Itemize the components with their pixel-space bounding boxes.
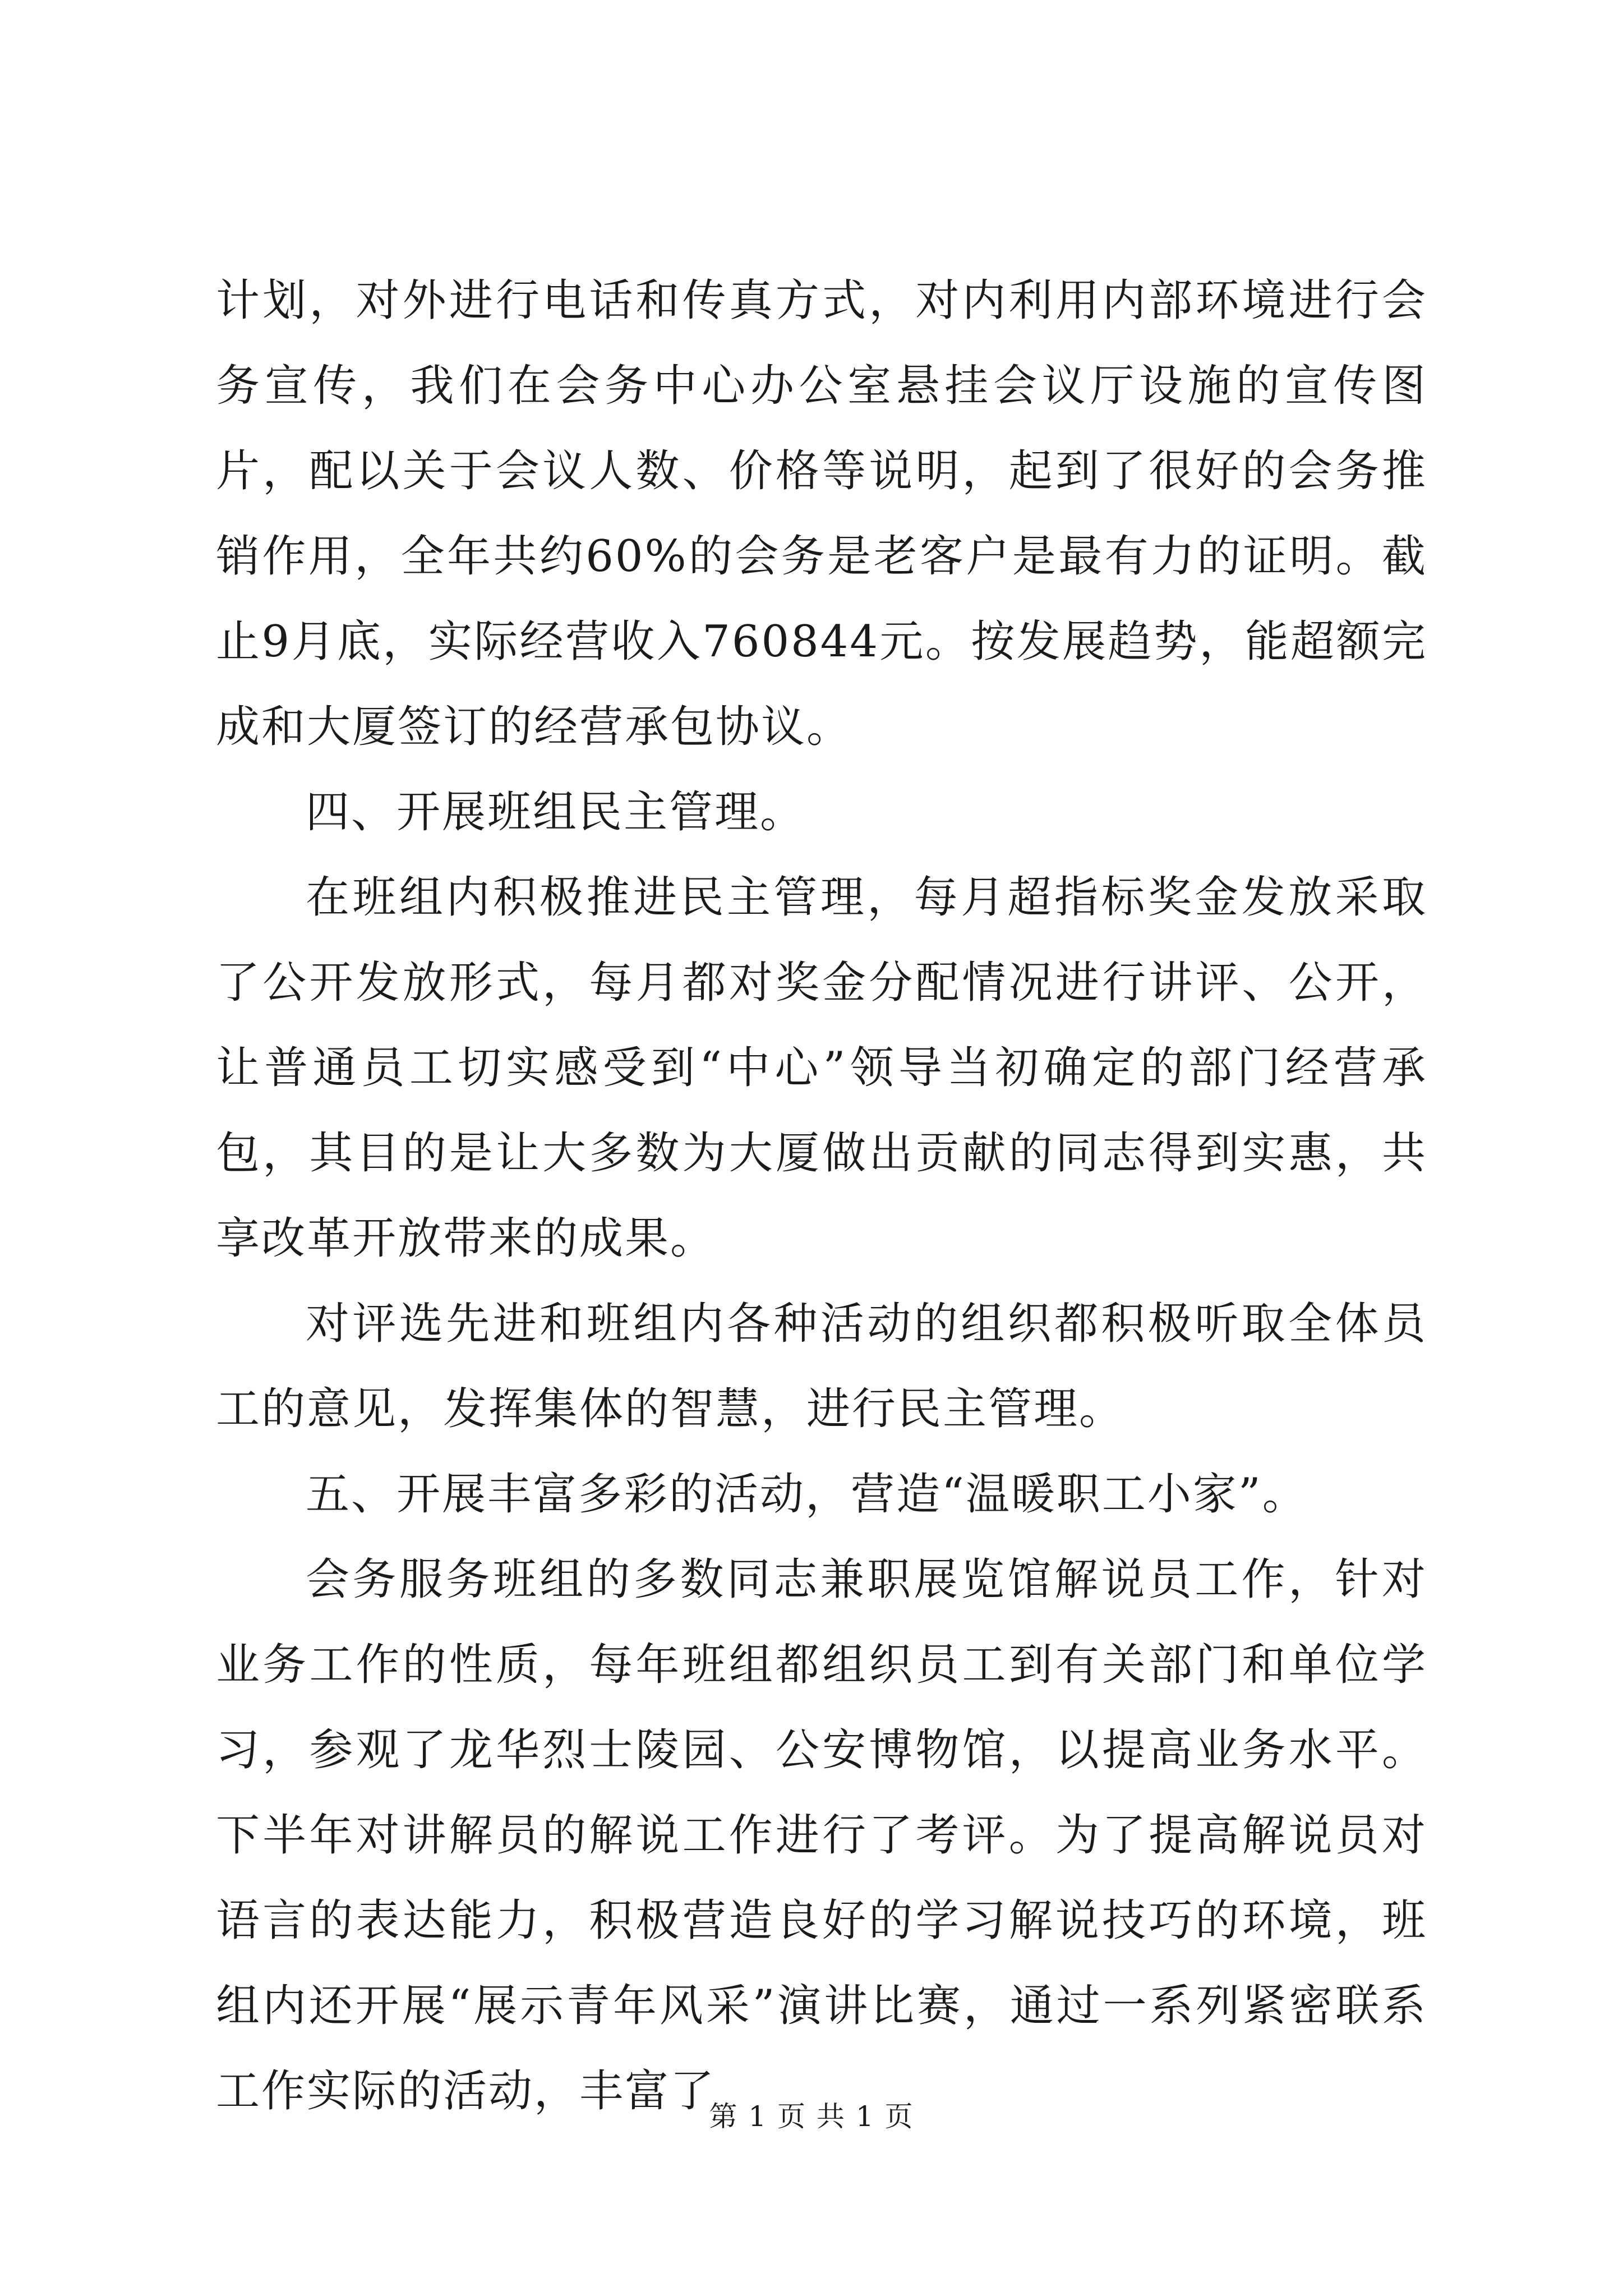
paragraph-continuation: 计划，对外进行电话和传真方式，对内利用内部环境进行会务宣传，我们在会务中心办公室悬挂会议厅设施的宣传图片，配以关于会议人数、价格等说明，起到了很好的会务推销作用，全年共约60%的会务是老客户是最有力的证明。截止9月底，实际经营收入760844元。按发展趋势，能超额完成和大厦签订的经营承包协议。	[216, 275, 1427, 752]
page-number-footer: 第 1 页 共 1 页	[709, 2100, 914, 2133]
paragraph-activities: 会务服务班组的多数同志兼职展览馆解说员工作，针对业务工作的性质，每年班组都组织员工到有关部门和单位学习，参观了龙华烈士陵园、公安博物馆，以提高业务水平。下半年对讲解员的解说工作进行了考评。为了提高解说员对语言的表达能力，积极营造良好的学习解说技巧的环境，班组内还开展“展示青年风采”演讲比赛，通过一系列紧密联系工作实际的活动，丰富了	[216, 1554, 1427, 2116]
section-heading-five: 五、开展丰富多彩的活动，营造“温暖职工小家”。	[306, 1469, 1308, 1520]
paragraph-collective-wisdom: 对评选先进和班组内各种活动的组织都积极听取全体员工的意见，发挥集体的智慧，进行民主管理。	[216, 1299, 1427, 1434]
paragraph-democratic-management: 在班组内积极推进民主管理，每月超指标奖金发放采取了公开发放形式，每月都对奖金分配情况进行讲评、公开，让普通员工切实感受到“中心”领导当初确定的部门经营承包，其目的是让大多数为大厦做出贡献的同志得到实惠，共享改革开放带来的成果。	[216, 872, 1427, 1264]
section-heading-four: 四、开展班组民主管理。	[306, 787, 806, 838]
document-body	[216, 258, 1427, 2134]
